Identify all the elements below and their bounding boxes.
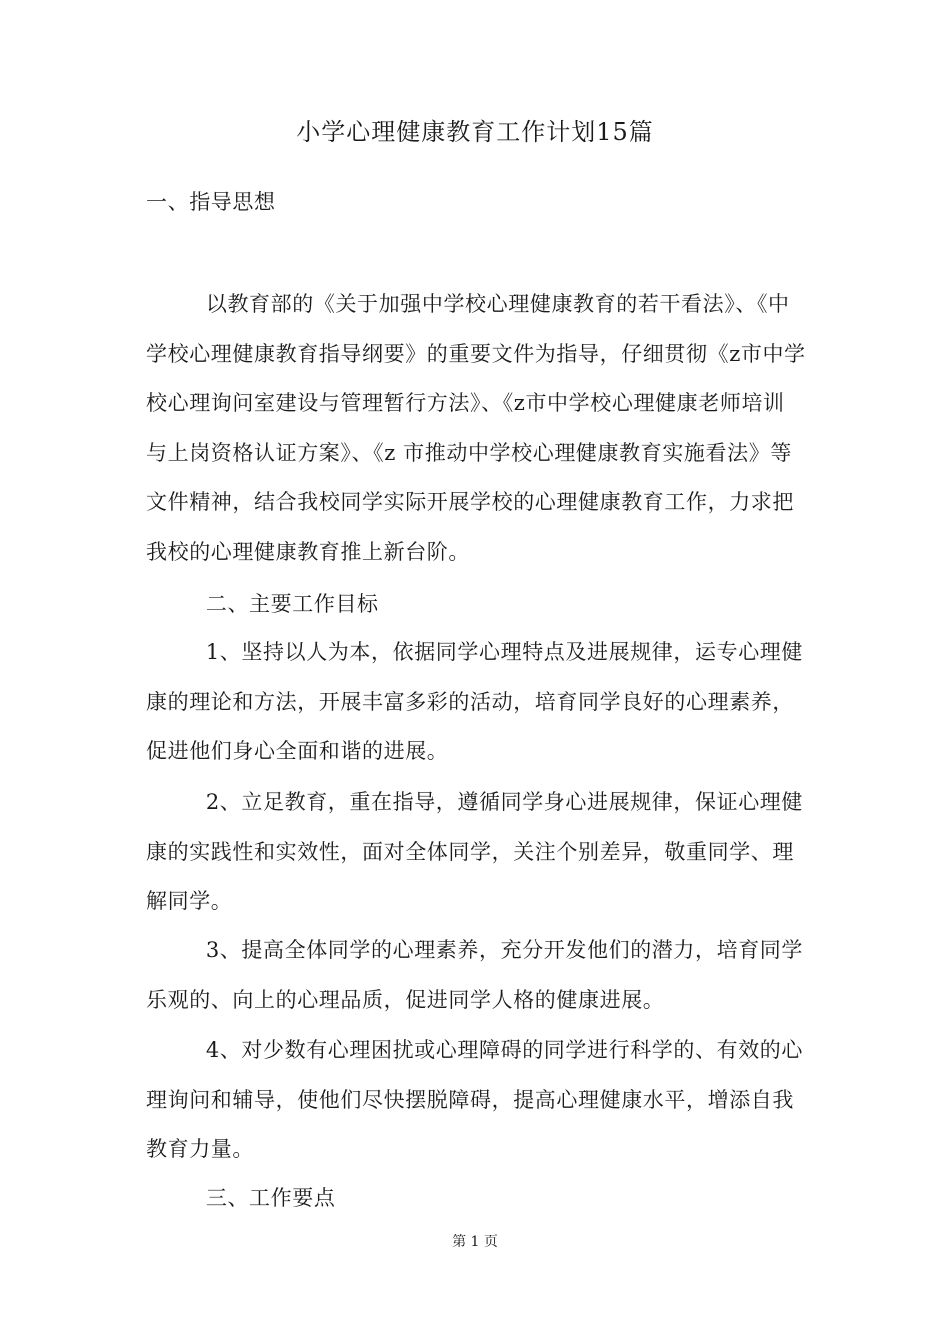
paragraph-guiding-ideology: 以教育部的《关于加强中学校心理健康教育的若干看法》、《中学校心理健康教育指导纲要》的重要文件为指导，仔细贯彻《z市中学校心理询问室建设与管理暂行方法》、《z市中学校心理健康老师培训与上岗资格认证方案》、《z 市推动中学校心理健康教育实施看法》等文件精神，结合我校同学实际开展学校的心理健康教育工作，力求把我校的心理健康教育推上新台阶。 (146, 292, 806, 564)
goal-item-4: 4、对少数有心理困扰或心理障碍的同学进行科学的、有效的心理询问和辅导，使他们尽快摆脱障碍，提高心理健康水平，增添自我教育力量。 (146, 1038, 804, 1161)
section-heading-guiding-ideology: 一、指导思想 (146, 190, 276, 214)
section-heading-main-goals: 二、主要工作目标 (205, 592, 379, 616)
section-heading-work-points: 三、工作要点 (205, 1186, 336, 1210)
goal-item-1: 1、坚持以人为本，依据同学心理特点及进展规律，运专心理健康的理论和方法，开展丰富多彩的活动，培育同学良好的心理素养，促进他们身心全面和谐的进展。 (146, 640, 804, 763)
document-title: 小学心理健康教育工作计划15篇 (296, 118, 654, 146)
goal-item-3: 3、提高全体同学的心理素养，充分开发他们的潜力，培育同学乐观的、向上的心理品质，促进同学人格的健康进展。 (146, 938, 804, 1012)
goal-item-2: 2、立足教育，重在指导，遵循同学身心进展规律，保证心理健康的实践性和实效性，面对全体同学，关注个别差异，敬重同学、理解同学。 (146, 790, 804, 913)
page-number: 第 1 页 (452, 1234, 498, 1250)
